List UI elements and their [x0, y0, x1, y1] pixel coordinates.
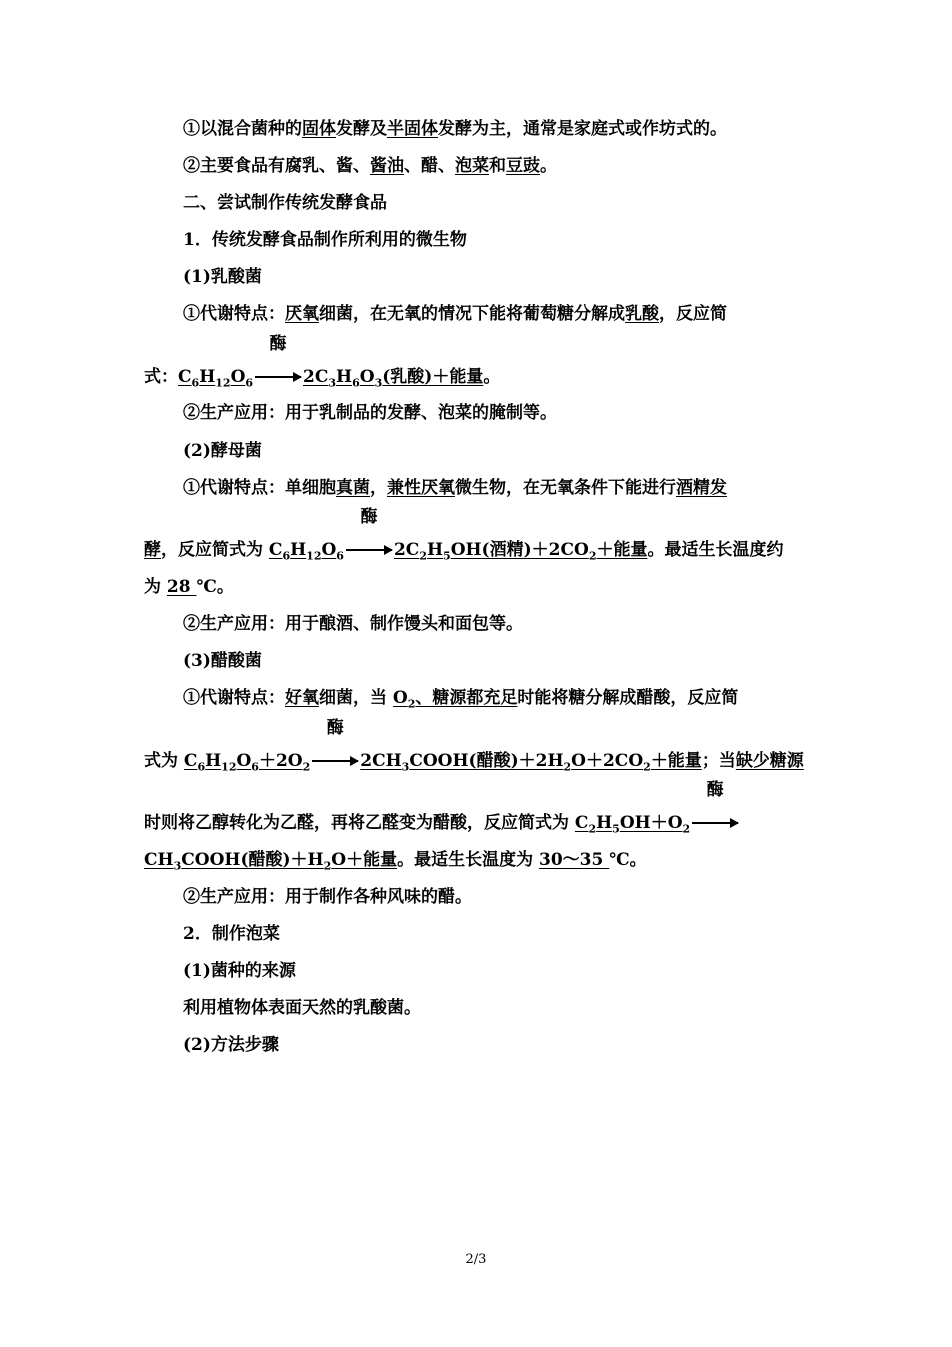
text-span: 时能将糖分解成醋酸，反应简: [517, 688, 739, 708]
text-span: 式为: [144, 751, 184, 771]
page-number: 2/3: [465, 1252, 487, 1267]
text-line: [183, 477, 727, 499]
item-heading: (2)方法步骤: [183, 1035, 279, 1055]
text-span: ①以混合菌种的: [183, 119, 302, 139]
blank-answer: 半固体: [387, 119, 438, 139]
blank-answer: 豆豉: [506, 156, 540, 176]
equation-line: [144, 849, 647, 871]
text-line: [183, 118, 727, 140]
text-span: ℃。: [196, 577, 234, 597]
blank-answer: 泡菜: [455, 156, 489, 176]
blank-answer: 厌氧: [285, 304, 319, 324]
blank-answer: 固体: [302, 119, 336, 139]
subsection-heading: 2．制作泡菜: [183, 924, 280, 944]
item-heading: (1)乳酸菌: [183, 267, 262, 287]
text-span: ，反应简式为: [161, 540, 269, 560]
blank-answer: 30～35: [539, 850, 610, 870]
text-span: ②主要食品有腐乳、酱、: [183, 156, 370, 176]
blank-answer: 好氧: [285, 688, 319, 708]
text-span: 。最适生长温度为: [397, 850, 539, 870]
item-heading: (1)菌种的来源: [183, 961, 296, 981]
blank-answer: 缺少糖源: [735, 751, 804, 771]
item-heading: (2)酵母菌: [183, 441, 262, 461]
text-span: ，: [370, 478, 387, 498]
text-span: 和: [489, 156, 506, 176]
item-heading: (3)醋酸菌: [183, 651, 262, 671]
equation-answer: $2C_2H_5OH$(酒精)$+2CO_2+$能量: [393, 540, 648, 563]
text-span: 。最适生长温度约: [647, 540, 784, 560]
text-span: ，反应简: [659, 304, 727, 324]
text-line: ②生产应用：用于制作各种风味的醋。: [183, 887, 472, 907]
equation-answer: $C_6H_{12}O_6+2O_2$: [183, 751, 311, 774]
blank-answer: 兼性厌氧: [387, 478, 455, 498]
subsection-heading: 1．传统发酵食品制作所利用的微生物: [183, 230, 467, 250]
blank-answer: 酱油: [370, 156, 404, 176]
text-line: ②生产应用：用于酿酒、制作馒头和面包等。: [183, 614, 523, 634]
text-span: 为: [144, 577, 167, 597]
equation-line: [144, 334, 501, 390]
text-line: [183, 303, 727, 325]
text-span: 发酵为主，通常是家庭式或作坊式的。: [438, 119, 727, 139]
catalyst-label: 酶: [269, 334, 287, 354]
blank-answer: 酒精发: [676, 478, 727, 498]
equation-line: [144, 507, 784, 563]
text-line: [183, 155, 557, 177]
text-span: ①代谢特点：单细胞: [183, 478, 336, 498]
equation-answer: $C_2H_5OH+O_2$: [574, 813, 691, 836]
equation-answer: $CH_3COOH$(醋酸)$+H_2O+$能量: [144, 850, 398, 873]
reaction-arrow: [692, 780, 738, 834]
equation-answer: $C_6H_{12}O_6$: [268, 540, 344, 563]
text-span: 式：: [144, 367, 178, 387]
blank-answer: 乳酸: [625, 304, 659, 324]
reaction-arrow: [346, 507, 392, 561]
text-line: 利用植物体表面天然的乳酸菌。: [183, 998, 421, 1018]
text-span: ；当: [701, 751, 736, 771]
text-span: 细菌，当: [319, 688, 393, 708]
text-span: 细菌，在无氧的情况下能将葡萄糖分解成: [319, 304, 625, 324]
catalyst-label: 酶: [360, 507, 378, 527]
reaction-arrow: [255, 334, 301, 388]
blank-answer: 酵: [144, 540, 161, 560]
text-line: [144, 576, 234, 598]
reaction-arrow: [312, 718, 358, 772]
blank-answer: 真菌: [336, 478, 370, 498]
text-span: 。: [483, 367, 501, 387]
equation-answer: $2C_3H_6O_3$(乳酸)＋能量: [303, 367, 484, 390]
text-span: 时则将乙醇转化为乙醛，再将乙醛变为醋酸，反应简式为: [144, 813, 575, 833]
equation-line: [144, 780, 740, 836]
text-span: ①代谢特点：: [183, 304, 285, 324]
equation-answer: $2CH_3COOH$(醋酸)$+2H_2O+2CO_2+$能量: [360, 751, 702, 774]
text-line: [183, 687, 738, 709]
text-span: 、醋、: [404, 156, 455, 176]
text-span: 。: [540, 156, 557, 176]
blank-answer: 28: [166, 577, 197, 597]
catalyst-label: 酶: [706, 780, 724, 800]
text-span: ①代谢特点：: [183, 688, 285, 708]
catalyst-label: 酶: [326, 718, 344, 738]
text-span: 微生物，在无氧条件下能进行: [455, 478, 676, 498]
section-heading: 二、尝试制作传统发酵食品: [183, 193, 387, 213]
blank-answer: $O_2$、糖源都充足: [392, 688, 518, 711]
text-span: ℃。: [609, 850, 647, 870]
equation-answer: $C_6H_{12}O_6$: [178, 367, 254, 390]
text-span: 发酵及: [336, 119, 387, 139]
equation-line: [144, 718, 804, 774]
text-line: ②生产应用：用于乳制品的发酵、泡菜的腌制等。: [183, 403, 557, 423]
